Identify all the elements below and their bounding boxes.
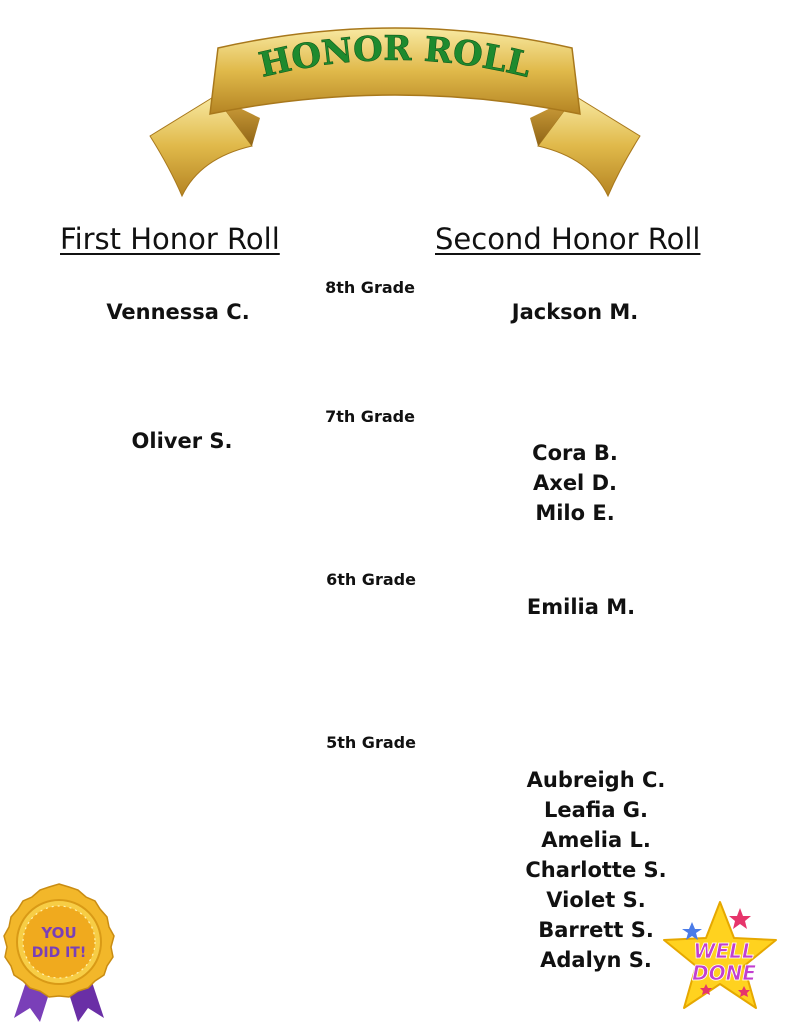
- student-name: Leafia G.: [543, 798, 649, 822]
- banner-title: HONOR ROLL: [255, 28, 535, 86]
- grade-label-5th: 5th Grade: [326, 733, 416, 752]
- second-honor-roll-heading: Second Honor Roll: [435, 222, 701, 256]
- second-roll-8th: [455, 297, 695, 327]
- grade-label-6th: 6th Grade: [326, 570, 416, 589]
- student-name: Amelia L.: [541, 828, 651, 852]
- first-roll-8th: [58, 297, 298, 327]
- star-line-1: WELL: [693, 939, 755, 963]
- student-name: Charlotte S.: [525, 858, 667, 882]
- badge-line-1: YOU: [41, 924, 77, 942]
- grade-label-8th: 8th Grade: [325, 278, 415, 297]
- you-did-it-badge-icon: [0, 880, 118, 1022]
- first-roll-7th: [62, 426, 302, 456]
- first-honor-roll-heading: First Honor Roll: [60, 222, 280, 256]
- second-roll-7th: [455, 438, 695, 528]
- student-name: Jackson M.: [511, 300, 639, 324]
- second-roll-6th: [461, 592, 701, 622]
- well-done-star-icon: [660, 898, 790, 1022]
- student-name: Milo E.: [535, 501, 615, 525]
- student-name: Adalyn S.: [540, 948, 652, 972]
- student-name: Cora B.: [532, 441, 618, 465]
- honor-roll-banner: [140, 18, 650, 208]
- student-name: Emilia M.: [526, 595, 636, 619]
- student-name: Violet S.: [546, 888, 646, 912]
- grade-label-7th: 7th Grade: [325, 407, 415, 426]
- student-name: Oliver S.: [131, 429, 233, 453]
- student-name: Aubreigh C.: [526, 768, 666, 792]
- student-name: Vennessa C.: [106, 300, 250, 324]
- student-name: Axel D.: [533, 471, 617, 495]
- star-line-2: DONE: [691, 961, 757, 985]
- badge-line-2: DID IT!: [31, 945, 87, 961]
- student-name: Barrett S.: [538, 918, 654, 942]
